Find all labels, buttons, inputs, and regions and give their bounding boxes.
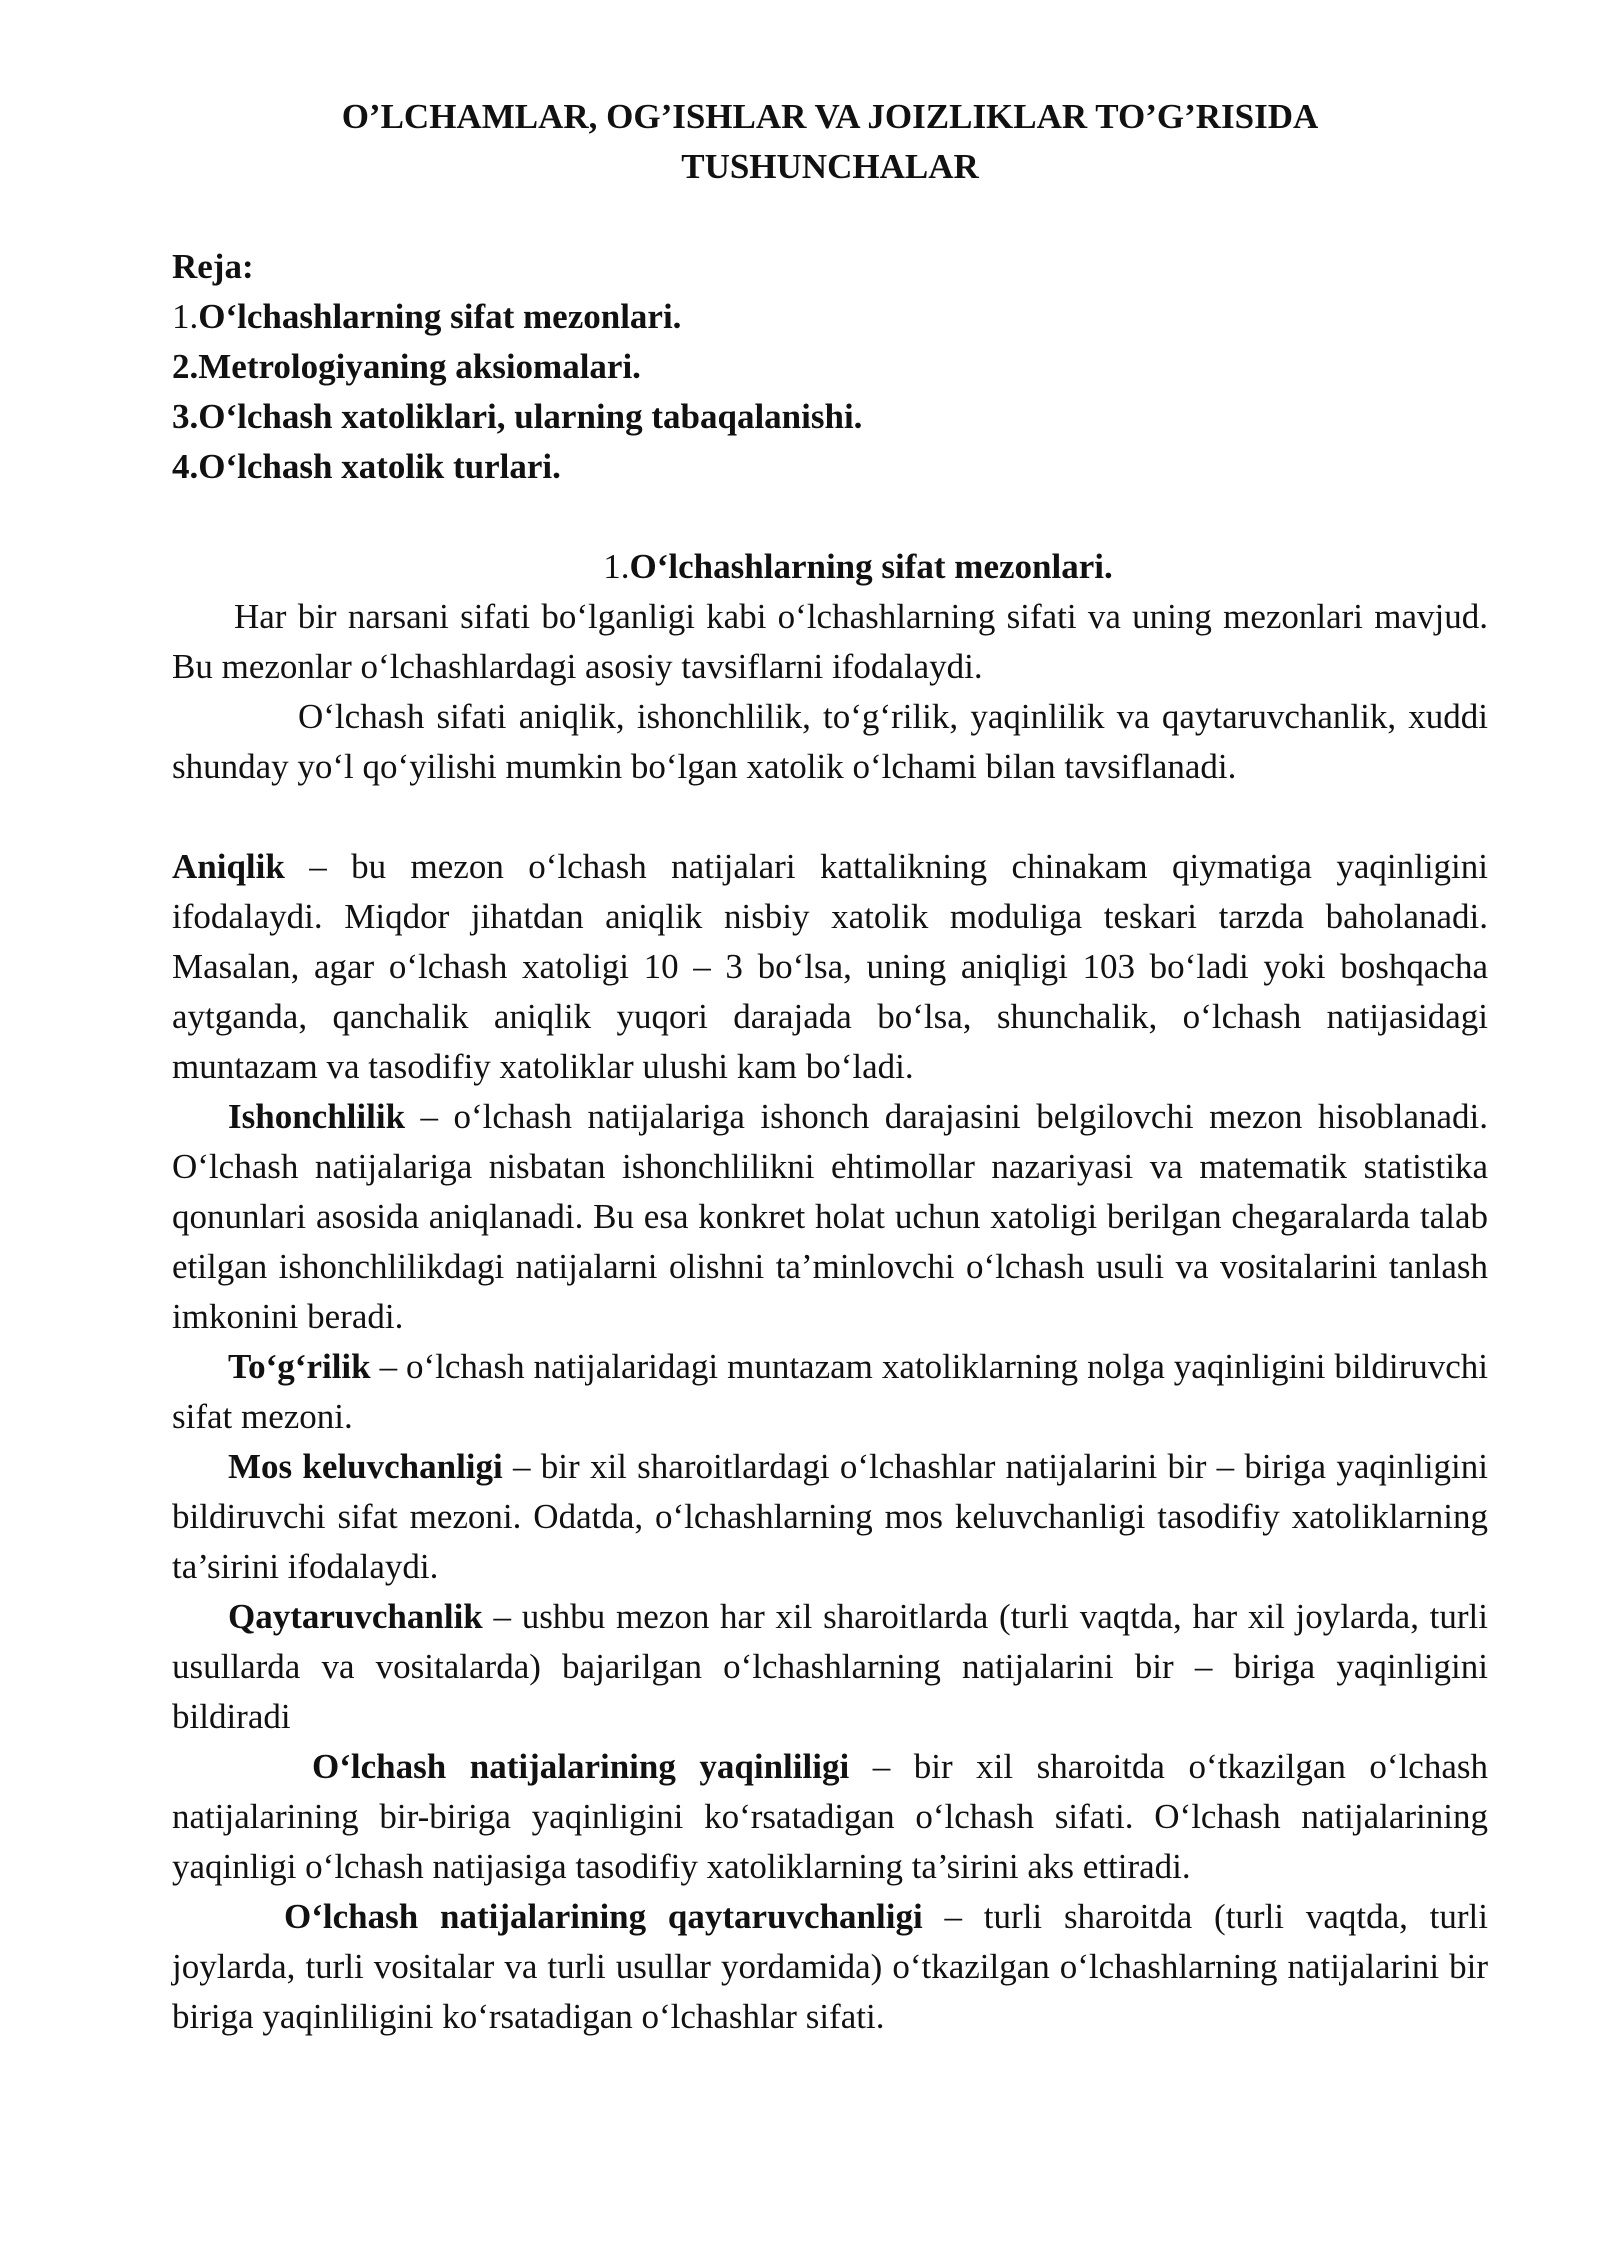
definition-text: – o‘lchash natijalariga ishonch darajasini belgilovchi mezon hisoblanadi. O‘lchash natijalariga nisbatan ishonchlilikni ehtimollar nazariyasi va matematik statistika qonunlari asosida aniqlanadi. Bu esa konkret holat uchun xatoligi berilgan chegaralarda talab etilgan ishonchlilikdagi natijalarni olishni ta’minlovchi o‘lchash usuli va vositalarini tanlash imkonini beradi. bbox=[172, 1097, 1488, 1336]
paragraph-spacer bbox=[172, 792, 1488, 842]
term-aniqlik: Aniqlik bbox=[172, 847, 285, 886]
definition-text: – o‘lchash natijalaridagi muntazam xatoliklarning nolga yaqinligini bildiruvchi sifat mezoni. bbox=[172, 1347, 1488, 1436]
definition-aniqlik bbox=[172, 842, 1488, 1092]
plan-item bbox=[172, 392, 1488, 442]
definition-togrilik bbox=[172, 1342, 1488, 1442]
plan-item-number: 1. bbox=[172, 297, 199, 336]
definition-text: – bir xil sharoitlardagi o‘lchashlar natijalarini bir – biriga yaqinligini bildiruvchi sifat mezoni. Odatda, o‘lchashlarning mos keluvchanligi tasodifiy xatoliklarning ta’sirini ifodalaydi. bbox=[172, 1447, 1488, 1586]
plan-item-text: O‘lchash xatolik turlari. bbox=[198, 447, 561, 486]
term-qaytaruvchanligi: O‘lchash natijalarining qaytaruvchanligi bbox=[284, 1897, 923, 1936]
definition-qaytaruvchanlik bbox=[172, 1592, 1488, 1742]
plan-item-number: 2. bbox=[172, 347, 199, 386]
definition-text: – bir xil sharoitda o‘tkazilgan o‘lchash natijalarining bir-biriga yaqinligini ko‘rsatadigan o‘lchash sifati. O‘lchash natijalarining yaqinligi o‘lchash natijasiga tasodifiy xatoliklarning ta’sirini aks ettiradi. bbox=[172, 1747, 1488, 1886]
intro-paragraph-2: O‘lchash sifati aniqlik, ishonchlilik, to‘g‘rilik, yaqinlilik va qaytaruvchanlik, xuddi shunday yo‘l qo‘yilishi mumkin bo‘lgan xatolik o‘lchami bilan tavsiflanadi. bbox=[172, 697, 1488, 786]
section-title: O‘lchashlarning sifat mezonlari. bbox=[629, 547, 1113, 586]
definition-ishonchlilik bbox=[172, 1092, 1488, 1342]
definition-text: – ushbu mezon har xil sharoitlarda (turli vaqtda, har xil joylarda, turli usullarda va vositalarda) bajarilgan o‘lchashlarning natijalarini bir – biriga yaqinligini bildiradi bbox=[172, 1597, 1488, 1736]
plan-item bbox=[172, 442, 1488, 492]
definition-text: – turli sharoitda (turli vaqtda, turli joylarda, turli vositalar va turli usullar yordamida) o‘tkazilgan o‘lchashlarning natijalarini bir biriga yaqinliligini ko‘rsatadigan o‘lchashlar sifati. bbox=[172, 1897, 1488, 2036]
term-mos-keluvchanligi: Mos keluvchanligi bbox=[228, 1447, 503, 1486]
definition-mos-keluvchanligi bbox=[172, 1442, 1488, 1592]
definition-yaqinliligi bbox=[172, 1742, 1488, 1892]
title-line-1: O’LCHAMLAR, OG’ISHLAR VA JOIZLIKLAR TO’G’RISIDA bbox=[341, 97, 1319, 136]
definition-text: – bu mezon o‘lchash natijalari kattalikning chinakam qiymatiga yaqinligini ifodalaydi. Miqdor jihatdan aniqlik nisbiy xatolik moduliga teskari tarzda baholanadi. Masalan, agar o‘lchash xatoligi 10 – 3 bo‘lsa, uning aniqligi 103 bo‘ladi yoki boshqacha aytganda, qanchalik aniqlik yuqori darajada bo‘lsa, shunchalik, o‘lchash natijasidagi muntazam va tasodifiy xatoliklar ulushi kam bo‘ladi. bbox=[172, 847, 1488, 1086]
section-number: 1. bbox=[603, 547, 630, 586]
term-ishonchlilik: Ishonchlilik bbox=[228, 1097, 406, 1136]
plan-item-number: 4. bbox=[172, 447, 199, 486]
plan-item-number: 3. bbox=[172, 397, 199, 436]
plan-item-text: Metrologiyaning aksiomalari. bbox=[198, 347, 641, 386]
term-qaytaruvchanlik: Qaytaruvchanlik bbox=[228, 1597, 483, 1636]
plan-item-text: O‘lchash xatoliklari, ularning tabaqalanishi. bbox=[198, 397, 863, 436]
plan-item bbox=[172, 342, 1488, 392]
intro-paragraph-1: Har bir narsani sifati bo‘lganligi kabi o‘lchashlarning sifati va uning mezonlari mavjud. Bu mezonlar o‘lchashlardagi asosiy tavsiflarni ifodalaydi. bbox=[172, 597, 1488, 686]
definition-qaytaruvchanligi bbox=[172, 1892, 1488, 2042]
plan-item bbox=[172, 292, 1488, 342]
document-title bbox=[172, 92, 1488, 192]
plan-heading: Reja: bbox=[172, 247, 254, 286]
title-line-2: TUSHUNCHALAR bbox=[681, 147, 979, 186]
term-yaqinliligi: O‘lchash natijalarining yaqinliligi bbox=[312, 1747, 850, 1786]
plan-item-text: O‘lchashlarning sifat mezonlari. bbox=[198, 297, 682, 336]
plan-list bbox=[172, 242, 1488, 492]
section-heading bbox=[172, 542, 1488, 592]
term-togrilik: To‘g‘rilik bbox=[228, 1347, 371, 1386]
